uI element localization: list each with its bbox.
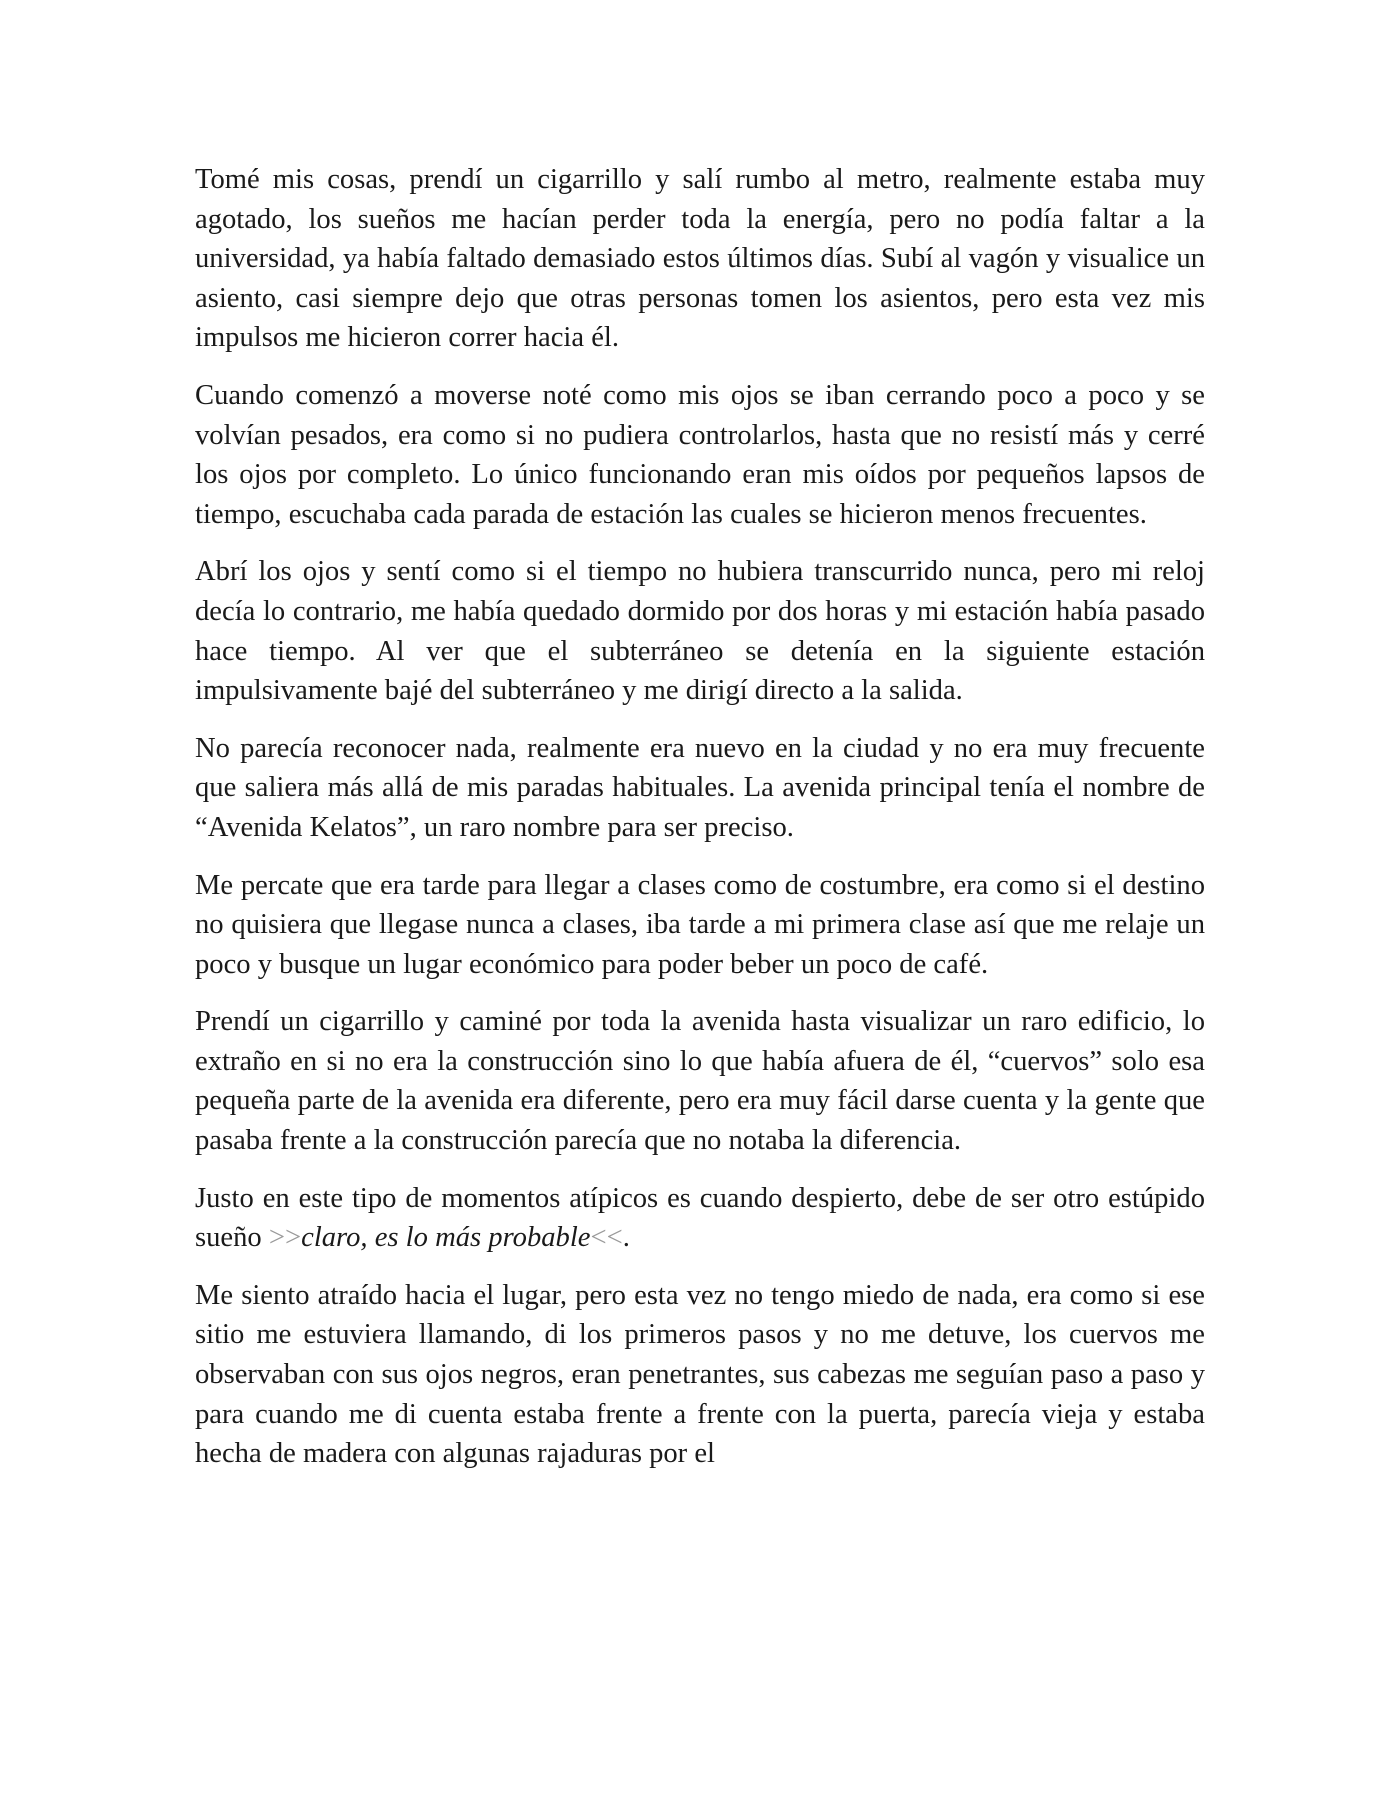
inner-thought: claro, es lo más probable xyxy=(301,1222,591,1254)
paragraph-5: Me percate que era tarde para llegar a clases como de costumbre, era como si el destino no quisiera que llegase nunca a clases, iba tarde a mi primera clase así que me relaje un poco y busque un lugar económico para poder beber un poco de café. xyxy=(195,869,1205,980)
paragraph-7-end: . xyxy=(622,1222,630,1254)
paragraph-1: Tomé mis cosas, prendí un cigarrillo y salí rumbo al metro, realmente estaba muy agotado, los sueños me hacían perder toda la energía, pero no podía faltar a la universidad, ya había faltado demasiado estos últimos días. Subí al vagón y visualice un asiento, casi siempre dejo que otras personas tomen los asientos, pero esta vez mis impulsos me hicieron correr hacia él. xyxy=(195,164,1205,354)
document-body xyxy=(195,160,1205,1492)
paragraph-6: Prendí un cigarrillo y caminé por toda la avenida hasta visualizar un raro edificio, lo extraño en si no era la construcción sino lo que había afuera de él, “cuervos” solo esa pequeña parte de la avenida era diferente, pero era muy fácil darse cuenta y la gente que pasaba frente a la construcción parecía que no notaba la diferencia. xyxy=(195,1006,1205,1157)
paragraph-2: Cuando comenzó a moverse noté como mis ojos se iban cerrando poco a poco y se volvían pesados, era como si no pudiera controlarlos, hasta que no resistí más y cerré los ojos por completo. Lo único funcionando eran mis oídos por pequeños lapsos de tiempo, escuchaba cada parada de estación las cuales se hicieron menos frecuentes. xyxy=(195,379,1205,530)
paragraph-4: No parecía reconocer nada, realmente era nuevo en la ciudad y no era muy frecuente que saliera más allá de mis paradas habituales. La avenida principal tenía el nombre de “Avenida Kelatos”, un raro nombre para ser preciso. xyxy=(195,732,1205,843)
paragraph-3: Abrí los ojos y sentí como si el tiempo no hubiera transcurrido nunca, pero mi reloj decía lo contrario, me había quedado dormido por dos horas y mi estación había pasado hace tiempo. Al ver que el subterráneo se detenía en la siguiente estación impulsivamente bajé del subterráneo y me dirigí directo a la salida. xyxy=(195,556,1205,707)
paragraph-7 xyxy=(195,1179,1205,1258)
open-quote-mark: >> xyxy=(268,1222,302,1254)
paragraph-7-text: Justo en este tipo de momentos atípicos es cuando despierto, debe de ser otro estúpido sueño xyxy=(195,1182,1205,1254)
close-quote-mark: << xyxy=(590,1222,623,1254)
paragraph-8: Me siento atraído hacia el lugar, pero esta vez no tengo miedo de nada, era como si ese sitio me estuviera llamando, di los primeros pasos y no me detuve, los cuervos me observaban con sus ojos negros, eran penetrantes, sus cabezas me seguían paso a paso y para cuando me di cuenta estaba frente a frente con la puerta, parecía vieja y estaba hecha de madera con algunas rajaduras por el xyxy=(195,1279,1205,1470)
